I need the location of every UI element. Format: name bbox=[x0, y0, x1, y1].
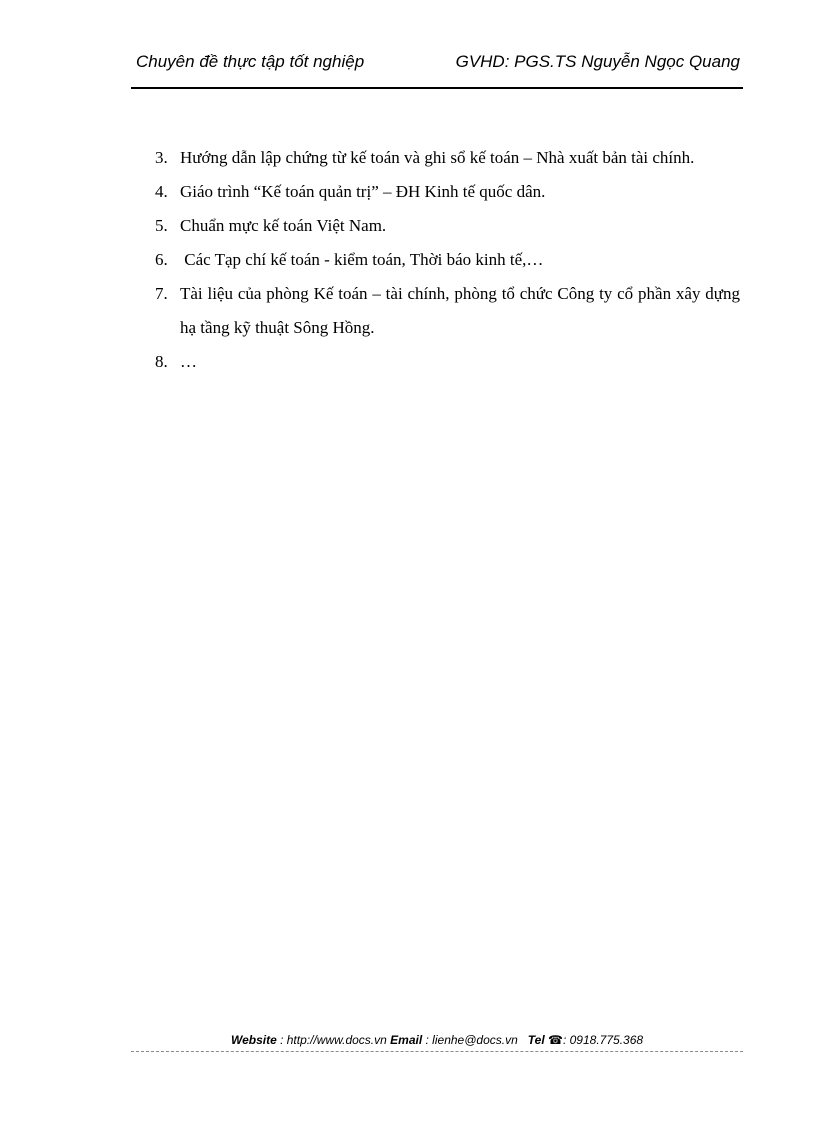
footer-divider bbox=[131, 1051, 743, 1052]
reference-item bbox=[155, 209, 740, 243]
reference-item bbox=[155, 243, 740, 277]
reference-number: 5. bbox=[155, 216, 168, 235]
reference-number: 8. bbox=[155, 352, 168, 371]
reference-text: Hướng dẫn lập chứng từ kế toán và ghi sổ kế toán – Nhà xuất bản tài chính. bbox=[180, 148, 695, 167]
phone-icon: ☎ bbox=[548, 1033, 563, 1047]
reference-item bbox=[155, 277, 740, 345]
email-link[interactable]: : lienhe@docs.vn bbox=[425, 1033, 518, 1047]
reference-number: 3. bbox=[155, 148, 168, 167]
tel-label: Tel bbox=[527, 1033, 545, 1047]
reference-item bbox=[155, 175, 740, 209]
reference-number: 7. bbox=[155, 284, 168, 303]
email-label: Email bbox=[390, 1033, 423, 1047]
header-title: Chuyên đề thực tập tốt nghiệp bbox=[136, 52, 365, 71]
reference-text: Chuẩn mực kế toán Việt Nam. bbox=[180, 216, 387, 235]
reference-text: Các Tạp chí kế toán - kiểm toán, Thời báo kinh tế,… bbox=[180, 250, 544, 269]
website-label: Website bbox=[230, 1033, 277, 1047]
page-header bbox=[134, 52, 740, 78]
reference-item bbox=[155, 345, 740, 379]
page-footer bbox=[131, 1033, 743, 1047]
reference-text: Tài liệu của phòng Kế toán – tài chính, phòng tổ chức Công ty cổ phần xây dựng hạ tầng kỹ thuật Sông Hồng. bbox=[180, 284, 740, 337]
reference-text: … bbox=[180, 352, 197, 371]
reference-number: 6. bbox=[155, 250, 168, 269]
website-link[interactable]: : http://www.docs.vn bbox=[280, 1033, 387, 1047]
header-divider bbox=[131, 87, 743, 89]
tel-value: : 0918.775.368 bbox=[562, 1033, 644, 1047]
reference-number: 4. bbox=[155, 182, 168, 201]
header-advisor: GVHD: PGS.TS Nguyễn Ngọc Quang bbox=[455, 52, 740, 71]
reference-item bbox=[155, 141, 740, 175]
reference-text: Giáo trình “Kế toán quản trị” – ĐH Kinh tế quốc dân. bbox=[180, 182, 546, 201]
reference-list bbox=[155, 141, 740, 379]
